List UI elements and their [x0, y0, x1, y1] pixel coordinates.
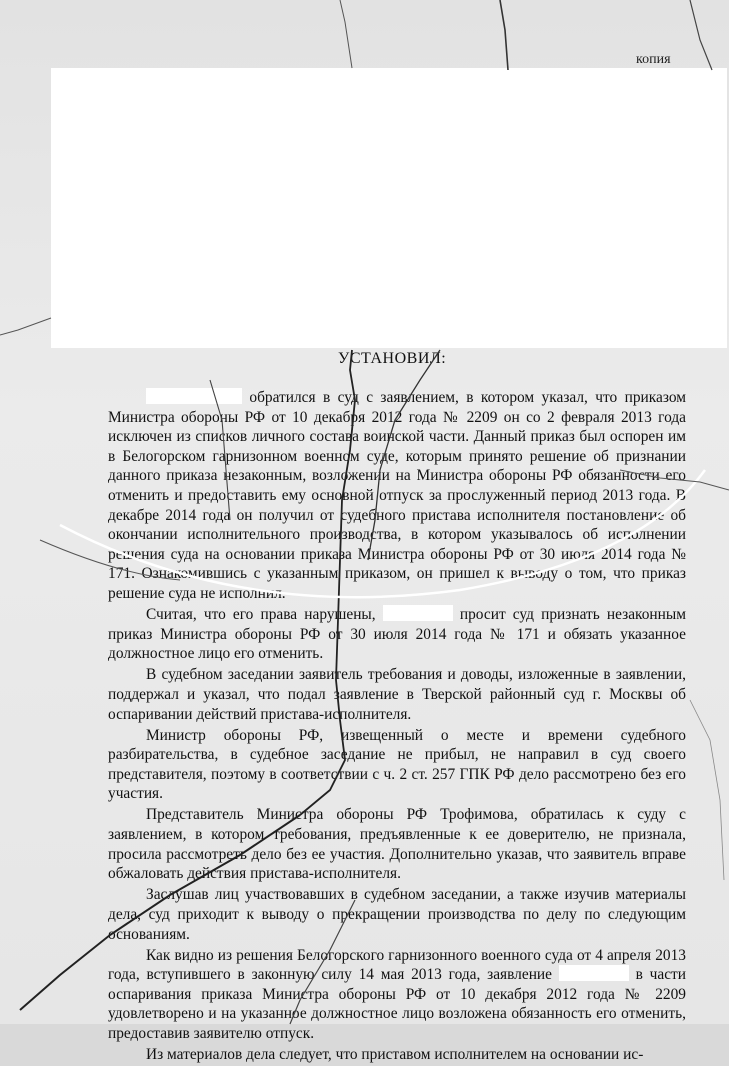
- document-body: [108, 388, 686, 1066]
- paragraph-text: Из материалов дела следует, что приставом исполнителем на основании ис-: [146, 1046, 644, 1064]
- paragraph-2: [108, 605, 686, 664]
- paragraph-7: [108, 946, 686, 1044]
- redacted-header-block: [51, 68, 727, 348]
- paragraph-text: Представитель Министра обороны РФ Трофимова, обратилась к суду с заявлением, в котором требования, предъявленные к ее доверителю, не признала, просила рассмотреть дело без ее участия. Дополнительно указав, что заявитель вправе обжаловать действия пристава-исполнителя.: [108, 806, 686, 883]
- paragraph-1: [108, 388, 686, 604]
- copy-stamp-label: копия: [636, 52, 671, 67]
- paragraph-6: [108, 885, 686, 944]
- paragraph-text: обратился в суд с заявлением, в котором указал, что приказом Министра обороны РФ от 10 декабря 2012 года № 2209 он со 2 февраля 2013 года исключен из списков личного состава воинской части. Данный приказ был оспорен им в Белогорском гарнизонном военном суде, которым принято решение об признании данного приказа незаконным, возложении на Министра обороны РФ обязанности его отменить и предоставить ему основной отпуск за прослуженный период 2013 года. В декабре 2014 года он получил от судебного пристава исполнителя постановление об окончании исполнительного производства, в котором указывалось об исполнении решения суда на основании приказа Министра обороны РФ от 30 июля 2014 года № 171. Ознакомившись с указанным приказом, он пришел к выводу о том, что приказ решение суда не исполнил.: [108, 389, 686, 602]
- paragraph-3: [108, 665, 686, 724]
- redacted-name: [146, 388, 242, 404]
- redacted-name: [383, 605, 453, 621]
- paragraph-5: [108, 805, 686, 883]
- paragraph-text: Министр обороны РФ, извещенный о месте и времени судебного разбирательства, в судебное заседание не прибыл, не направил в суд своего представителя, поэтому в соответствии с ч. 2 ст. 257 ГПК РФ дело рассмотрено без его участия.: [108, 726, 686, 803]
- paragraph-text: Считая, что его права нарушены,: [146, 606, 383, 624]
- paragraph-text: Заслушав лиц участвовавших в судебном заседании, а также изучив материалы дела, суд приходит к выводу о прекращении производства по делу по следующим основаниям.: [108, 886, 686, 943]
- paragraph-8: [108, 1045, 686, 1065]
- paragraph-text: просит суд признать незаконным приказ Министра обороны РФ от 30 июля 2014 года № 171 и обязать указанное должностное лицо его отменить.: [108, 606, 686, 663]
- paragraph-4: [108, 726, 686, 804]
- paragraph-text: в части оспаривания приказа Министра обороны РФ от 10 декабря 2012 года № 2209 удовлетворено и на указанное должностное лицо возложена обязанность его отменить, предоставив заявителю отпуск.: [108, 966, 686, 1042]
- section-heading: УСТАНОВИЛ:: [338, 350, 447, 367]
- paragraph-text: Как видно из решения Белогорского гарнизонного военного суда от 4 апреля 2013 года, вступившего в законную силу 14 мая 2013 года, заявление: [108, 946, 686, 984]
- paragraph-text: В судебном заседании заявитель требования и доводы, изложенные в заявлении, поддержал и указал, что подал заявление в Тверской районный суд г. Москвы об оспаривании действий пристава-исполнителя.: [108, 666, 686, 723]
- redacted-name: [559, 965, 629, 981]
